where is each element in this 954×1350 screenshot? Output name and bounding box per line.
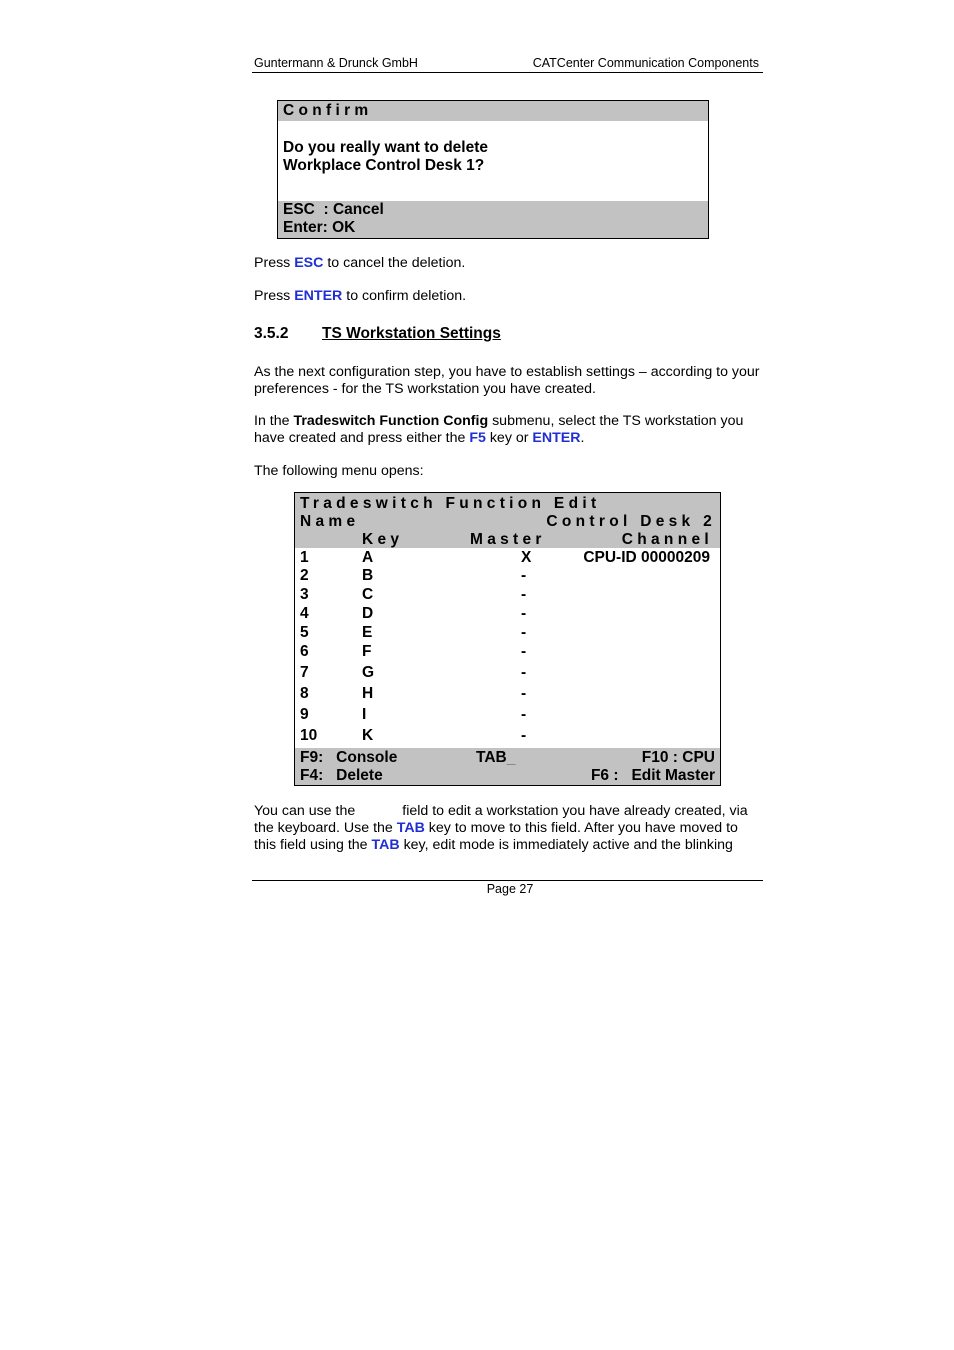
esc-key-label: ESC xyxy=(294,255,324,271)
instruction-esc: Press ESC to cancel the deletion. xyxy=(254,255,466,271)
row-key[interactable]: G xyxy=(362,664,375,681)
row-key[interactable]: C xyxy=(362,586,374,603)
row-master[interactable]: - xyxy=(521,605,527,622)
menu-title: Tradeswitch Function Edit xyxy=(300,495,601,512)
f6-edit-master-hint: F6 : Edit Master xyxy=(590,767,715,784)
f4-delete-hint: F4: Delete xyxy=(300,767,383,784)
confirm-question-line1: Do you really want to delete xyxy=(283,139,488,156)
f9-console-hint: F9: Console xyxy=(300,749,398,766)
col-header-key: Key xyxy=(362,531,404,548)
row-key[interactable]: H xyxy=(362,685,374,702)
row-number: 2 xyxy=(300,567,309,584)
tradeswitch-menu xyxy=(294,492,721,786)
row-number: 6 xyxy=(300,643,309,660)
row-number: 4 xyxy=(300,605,309,622)
row-master[interactable]: - xyxy=(521,567,527,584)
row-number: 5 xyxy=(300,624,309,641)
menu-header-bar xyxy=(295,493,720,548)
header-company: Guntermann & Drunck GmbH xyxy=(254,56,418,70)
footer-rule xyxy=(252,880,763,881)
header-product: CATCenter Communication Components xyxy=(532,56,759,70)
row-master[interactable]: - xyxy=(521,685,527,702)
confirm-cancel-hint: ESC : Cancel xyxy=(283,201,384,218)
section-title: TS Workstation Settings xyxy=(322,325,501,342)
row-number: 10 xyxy=(300,727,318,744)
tab-cursor: _ xyxy=(506,749,516,766)
body-paragraph-1: As the next configuration step, you have to establish settings – according to your preferences - for the TS workstation you have created. xyxy=(254,364,760,397)
confirm-title-bar xyxy=(278,101,708,121)
confirm-title: Confirm xyxy=(283,102,373,119)
row-master[interactable]: - xyxy=(521,624,527,641)
row-master[interactable]: - xyxy=(521,706,527,723)
row-key[interactable]: F xyxy=(362,643,372,660)
row-master[interactable]: - xyxy=(521,727,527,744)
row-number: 8 xyxy=(300,685,309,702)
row-key[interactable]: A xyxy=(362,549,374,566)
row-master[interactable]: - xyxy=(521,643,527,660)
confirm-ok-hint: Enter: OK xyxy=(283,219,356,236)
row-master[interactable]: X xyxy=(521,549,532,566)
row-key[interactable]: B xyxy=(362,567,374,584)
row-key[interactable]: I xyxy=(362,706,367,723)
instruction-enter: Press ENTER to confirm deletion. xyxy=(254,288,467,304)
row-master[interactable]: - xyxy=(521,664,527,681)
confirm-question-line2: Workplace Control Desk 1? xyxy=(283,157,485,174)
col-header-channel: Channel xyxy=(621,531,713,548)
row-number: 3 xyxy=(300,586,309,603)
body-paragraph-3: The following menu opens: xyxy=(254,463,424,479)
col-header-master: Master xyxy=(470,531,546,548)
f10-cpu-hint: F10 : CPU xyxy=(641,749,715,766)
row-key[interactable]: E xyxy=(362,624,373,641)
menu-name-label: Name xyxy=(300,513,360,530)
row-master[interactable]: - xyxy=(521,586,527,603)
menu-footer-bar xyxy=(295,748,720,785)
row-key[interactable]: K xyxy=(362,727,374,744)
body-paragraph-4: You can use the field to edit a workstation you have already created, via the keyboard. Use the TAB key to move to this field. After you have moved to this field using the TAB key, edit mode is immediately active and the blinking xyxy=(254,803,748,853)
row-number: 7 xyxy=(300,664,309,681)
enter-key-label: ENTER xyxy=(294,288,343,304)
body-paragraph-2: In the Tradeswitch Function Config submenu, select the TS workstation you have created and press either the F5 key or ENTER. xyxy=(254,413,744,446)
row-number: 1 xyxy=(300,549,309,566)
row-channel[interactable]: CPU-ID 00000209 xyxy=(583,549,710,566)
page-number: Page 27 xyxy=(486,882,534,896)
menu-name-value[interactable]: Control Desk 2 xyxy=(546,513,716,530)
tab-hint: TAB_ xyxy=(476,749,516,766)
row-key[interactable]: D xyxy=(362,605,374,622)
header-rule xyxy=(252,72,763,73)
confirm-footer-bar xyxy=(278,201,708,238)
section-number: 3.5.2 xyxy=(254,325,289,342)
row-number: 9 xyxy=(300,706,309,723)
confirm-dialog xyxy=(277,100,709,239)
